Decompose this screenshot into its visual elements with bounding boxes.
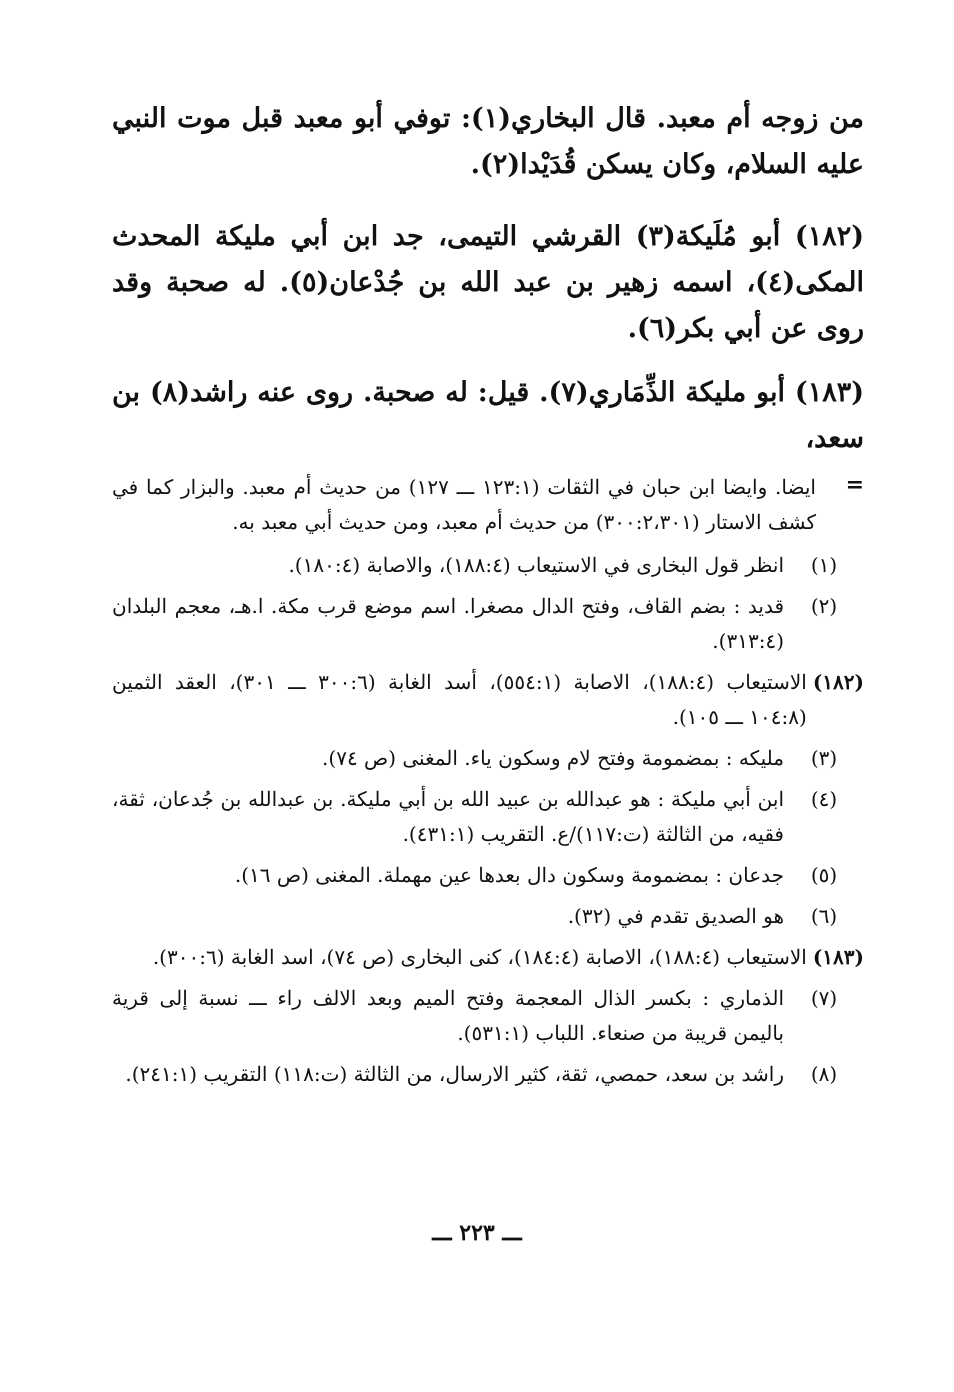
footnote-6 [112, 899, 864, 934]
continuation-text: ايضا. وايضا ابن حبان في الثقات (١٢٣:١ ـــ ١٢٧) من حديث أم معبد. والبزار كما في كشف الاستار (٣٠٠:٢،٣٠١) من حديث أم معبد، ومن حديث أبي معبد به. [112, 475, 816, 534]
references-text: الاستيعاب (١٨٨:٤)، الاصابة (١٨٤:٤)، كنى البخارى (ص ٧٤)، اسد الغابة (٣٠٠:٦). [152, 945, 807, 969]
footnote-4 [112, 782, 864, 852]
continuation-mark: = [845, 472, 864, 498]
footnote-8 [112, 1057, 864, 1092]
footnote-number: (٥) [810, 863, 838, 887]
references-text: الاستيعاب (١٨٨:٤)، الاصابة (٥٥٤:١)، أسد الغابة (٣٠٠:٦ ـــ ٣٠١)، العقد الثمين (١٠٤:٨ ـــ ١٠٥). [112, 670, 807, 729]
footnote-number: (٦) [810, 904, 838, 928]
footnote-text: راشد بن سعد، حمصي، ثقة، كثير الارسال، من الثالثة (ت:١١٨) التقريب (٢٤١:١). [125, 1062, 784, 1086]
footnote-1 [112, 548, 864, 583]
footnote-number: (١) [810, 553, 838, 577]
entry-183-references [112, 940, 864, 975]
footnote-5 [112, 858, 864, 893]
footnote-number: (٤) [810, 787, 838, 811]
footnote-text: جدعان : بمضمومة وسكون دال بعدها عين مهملة. المغنى (ص ١٦). [234, 863, 784, 887]
footnote-7 [112, 981, 864, 1051]
footnote-3 [112, 741, 864, 776]
page-number: ـــ ٢٢٣ ـــ [432, 1220, 522, 1246]
entry-183-paragraph: (١٨٣) أبو مليكة الذِّمَاري(٧). قيل: له صحبة. روى عنه راشد(٨) بن سعد، [112, 377, 864, 454]
footnote-text: هو الصديق تقدم في (٣٢). [567, 904, 784, 928]
footnote-text: قديد : بضم القاف، وفتح الدال مصغرا. اسم موضع قرب مكة. ا.هـ، معجم البلدان (٣١٣:٤). [112, 594, 784, 653]
footnote-text: انظر قول البخارى في الاستيعاب (١٨٨:٤)، والاصابة (١٨٠:٤). [288, 553, 784, 577]
footnote-number: (٧) [810, 986, 838, 1010]
footnote-number: (٢) [810, 594, 838, 618]
footnote-number: (٣) [810, 746, 838, 770]
footnote-text: مليكه : بمضمومة وفتح لام وسكون ياء. المغنى (ص ٧٤). [322, 746, 784, 770]
footnotes-section [112, 470, 864, 1092]
footnote-continuation [112, 470, 864, 540]
entry-number: (١٨٢) [812, 670, 864, 694]
footnote-text: ابن أبي مليكة : هو عبدالله بن عبيد الله بن أبي مليكة. بن عبدالله بن جُدعان، ثقة، فقيه، من الثالثة (ت:١١٧)/ع. التقريب (٤٣١:١). [112, 787, 784, 846]
footnote-text: الذماري : بكسر الذال المعجمة وفتح الميم وبعد الالف راء ـــ نسبة إلى قرية باليمن قريبة من صنعاء. اللباب (٥٣١:١). [112, 986, 784, 1045]
footnote-number: (٨) [810, 1062, 838, 1086]
main-paragraph-1: من زوجه أم معبد. قال البخاري(١): توفي أبو معبد قبل موت النبي عليه السلام، وكان يسكن قُدَيْدا(٢). [112, 103, 864, 180]
entry-182-references [112, 665, 864, 735]
page-body [112, 96, 864, 1098]
entry-182-paragraph: (١٨٢) أبو مُلَيكة(٣) القرشي التيمى، جد ابن أبي مليكة المحدث المكى(٤)، اسمه زهير بن عبد الله بن جُدْعان(٥). له صحبة وقد روى عن أبي بكر(٦). [112, 221, 864, 344]
footnote-2 [112, 589, 864, 659]
entry-number: (١٨٣) [812, 945, 864, 969]
